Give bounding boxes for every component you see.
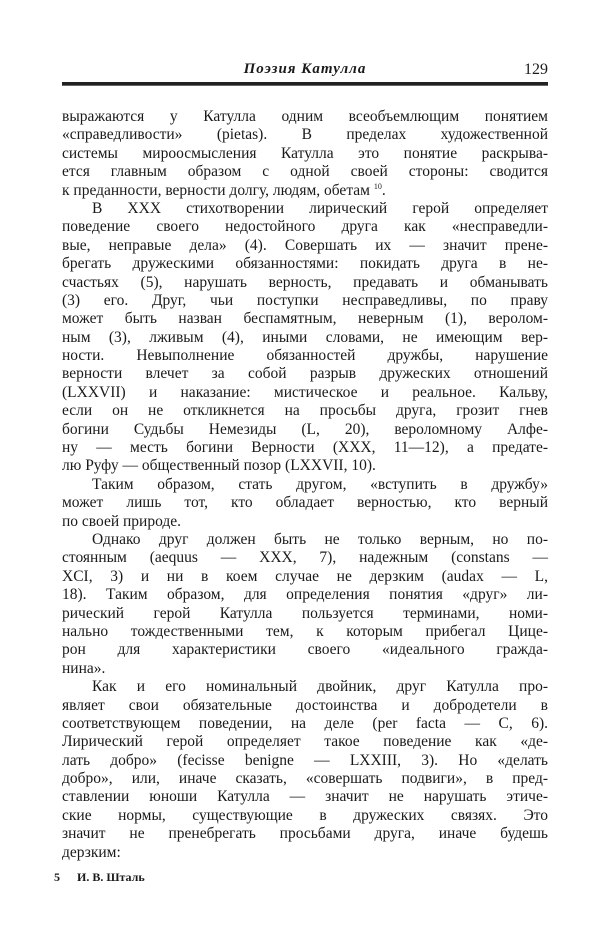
text-line bbox=[62, 182, 548, 200]
text-line bbox=[62, 568, 548, 586]
text-line-content: нина». bbox=[62, 659, 106, 677]
text-line-content: ным (3), лживым (4), иными словами, не имеющим вер- bbox=[62, 328, 548, 346]
text-line-content: ставлении юноши Катулла — значит не нарушать этиче- bbox=[62, 788, 548, 806]
text-line bbox=[62, 844, 548, 862]
text-line bbox=[62, 310, 548, 328]
text-line-content: (LXXVII) и наказание: мистическое и реальное. Кальву, bbox=[62, 383, 548, 401]
text-line bbox=[62, 549, 548, 567]
signature-number: 5 bbox=[54, 870, 60, 884]
text-line-content: Как и его номинальный двойник, друг Катулла про- bbox=[92, 678, 548, 696]
text-line bbox=[62, 237, 548, 255]
text-line bbox=[62, 752, 548, 770]
text-line-content: ну — месть богини Верности (XXX, 11—12), а предате- bbox=[62, 439, 548, 457]
text-line bbox=[62, 513, 548, 531]
text-line-content: брегать дружескими обязанностями: покидать друга в не- bbox=[62, 255, 548, 273]
text-line bbox=[62, 494, 548, 512]
text-line-content: добро», или, иначе сказать, «совершать подвиги», в пред- bbox=[62, 770, 548, 788]
text-line-content: лать добро» (fecisse benigne — LXXIII, 3). Но «делать bbox=[62, 751, 548, 769]
signature-author: И. В. Шталь bbox=[77, 870, 145, 884]
text-line-content: значит не пренебрегать просьбами друга, иначе будешь bbox=[62, 825, 548, 843]
text-line bbox=[62, 697, 548, 715]
text-line bbox=[62, 384, 548, 402]
printer-signature bbox=[54, 870, 145, 885]
text-line-content: верности влечет за собой разрыв дружеских отношений bbox=[62, 365, 548, 383]
text-line bbox=[62, 255, 548, 273]
text-line-content: «справедливости» (pietas). В пределах художественной bbox=[62, 126, 548, 144]
text-line bbox=[62, 807, 548, 825]
text-line-content: может лишь тот, кто обладает верностью, кто верный bbox=[62, 494, 548, 512]
text-line-content: В XXX стихотворении лирический герой определяет bbox=[92, 199, 548, 217]
text-line-content: дерзким: bbox=[62, 843, 121, 861]
text-line-content: рон для характеристики своего «идеального гражда- bbox=[62, 641, 548, 659]
text-line bbox=[62, 402, 548, 420]
text-line bbox=[62, 733, 548, 751]
text-line bbox=[62, 678, 548, 696]
text-line bbox=[62, 641, 548, 659]
text-line bbox=[62, 347, 548, 365]
text-line bbox=[62, 623, 548, 641]
running-head-title: Поэзия Катулла bbox=[243, 61, 367, 77]
text-line bbox=[62, 365, 548, 383]
page-number: 129 bbox=[524, 61, 548, 78]
punctuation: . bbox=[381, 181, 386, 199]
text-line bbox=[62, 145, 548, 163]
text-line-content: богини Судьбы Немезиды (L, 20), вероломному Алфе- bbox=[62, 420, 548, 438]
text-line bbox=[62, 825, 548, 843]
text-line-content: ские нормы, существующие в дружеских связях. Это bbox=[62, 806, 548, 824]
text-line-content: вые, неправые дела» (4). Совершать их — значит пренe- bbox=[62, 236, 548, 254]
footnote-marker: 10 bbox=[373, 181, 382, 191]
text-line-content: может быть назван беспамятным, неверным (1), веролом- bbox=[62, 310, 548, 328]
text-line-content: XCI, 3) и ни в коем случае не дерзким (audax — L, bbox=[62, 567, 548, 585]
text-line bbox=[62, 586, 548, 604]
text-line bbox=[62, 770, 548, 788]
text-line bbox=[62, 126, 548, 144]
text-line-content: ности. Невыполнение обязанностей дружбы, нарушение bbox=[62, 347, 548, 365]
text-line-content: Таким образом, стать другом, «вступить в дружбу» bbox=[92, 475, 548, 493]
text-line-content: лю Руфу — общественный позор (LXXVII, 10). bbox=[62, 457, 376, 475]
text-line bbox=[62, 292, 548, 310]
text-line bbox=[62, 457, 548, 475]
text-line bbox=[62, 163, 548, 181]
text-line-content: 18). Таким образом, для определения понятия «друг» ли- bbox=[62, 586, 548, 604]
text-line bbox=[62, 218, 548, 236]
text-line bbox=[62, 715, 548, 733]
text-line-content: по своей природе. bbox=[62, 512, 182, 530]
header-rule bbox=[62, 82, 548, 86]
text-line-content: системы мироосмысления Катулла это понятие раскрыва- bbox=[62, 144, 548, 162]
text-line-content: нально тождественными тем, к которым прибегал Цице- bbox=[62, 622, 548, 640]
text-line bbox=[62, 531, 548, 549]
text-line bbox=[62, 108, 548, 126]
text-line-content: поведение своего недостойного друга как «несправедли- bbox=[62, 218, 548, 236]
text-line bbox=[62, 329, 548, 347]
text-line bbox=[62, 788, 548, 806]
text-line-content: Лирический герой определяет такое поведение как «де- bbox=[62, 733, 548, 751]
text-line bbox=[62, 274, 548, 292]
text-line bbox=[62, 660, 548, 678]
text-line-content: ется главным образом с одной своей стороны: сводится bbox=[62, 163, 548, 181]
text-line bbox=[62, 421, 548, 439]
text-line-content: счастьях (5), нарушать верность, предавать и обманывать bbox=[62, 273, 548, 291]
text-line-content: стоянным (aequus — XXX, 7), надежным (constans — bbox=[62, 549, 548, 567]
text-line bbox=[62, 476, 548, 494]
text-line bbox=[62, 605, 548, 623]
running-head bbox=[62, 61, 548, 81]
text-line-content: выражаются у Катулла одним всеобъемлющим понятием bbox=[62, 108, 548, 125]
text-line-content: являет свои обязательные достоинства и добродетели в bbox=[62, 696, 548, 714]
text-line bbox=[62, 439, 548, 457]
text-line bbox=[62, 200, 548, 218]
text-line-content: если он не откликнется на просьбы друга, грозит гнев bbox=[62, 402, 548, 420]
text-line-content: рический герой Катулла пользуется терминами, номи- bbox=[62, 604, 548, 622]
text-line-content: к преданности, верности долгу, людям, обетам bbox=[62, 181, 370, 199]
text-line-content: (3) его. Друг, чьи поступки несправедливы, по праву bbox=[62, 291, 548, 309]
text-line-content: Однако друг должен быть не только верным, но по- bbox=[92, 530, 548, 548]
text-line-content: соответствующем поведении, на деле (per facta — C, 6). bbox=[62, 714, 548, 732]
body-text bbox=[62, 108, 548, 862]
